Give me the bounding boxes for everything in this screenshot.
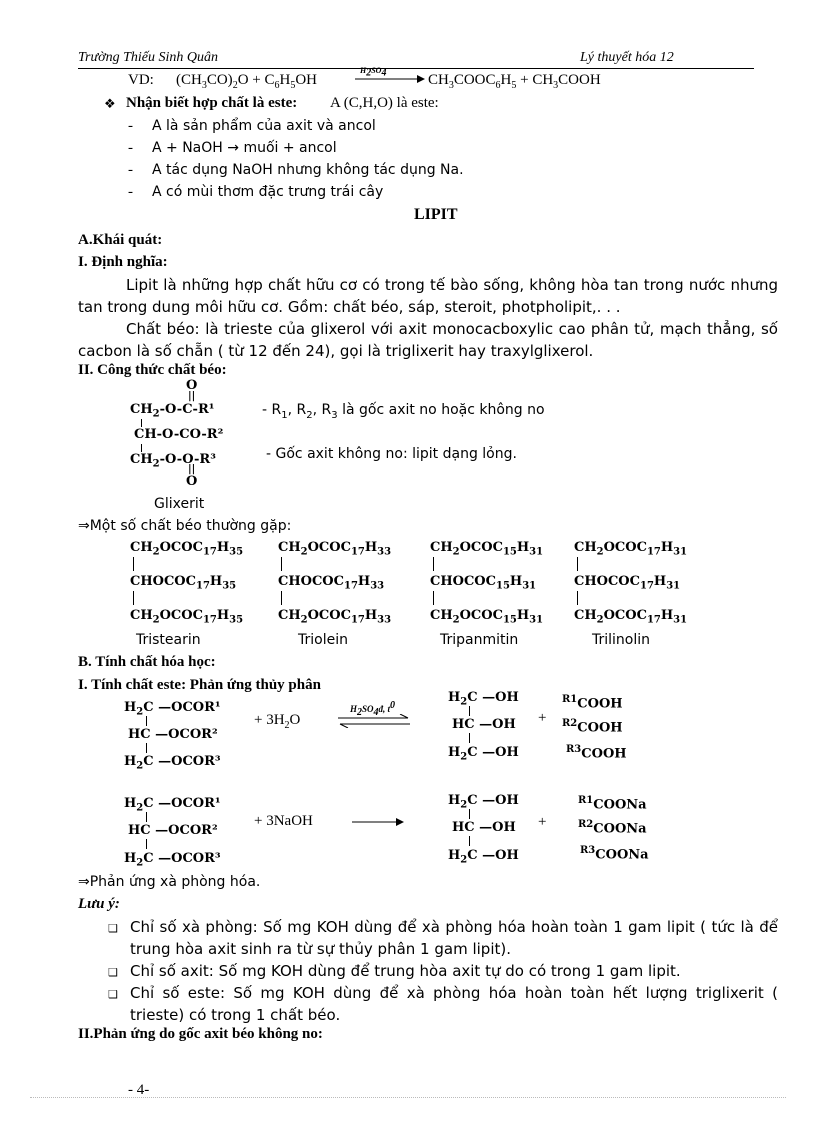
header-right: Lý thuyết hóa 12 <box>580 50 674 65</box>
list-item: A là sản phẩm của axit và ancol <box>152 118 376 134</box>
acid-product: $^{R2}$COOH <box>562 718 623 736</box>
example-label: VD: <box>128 72 154 88</box>
fat-formula-line: $CHOCOC_{17}H_{31}$ <box>574 574 681 592</box>
list-dash: - <box>128 118 133 134</box>
fat-name: Triolein <box>298 632 348 648</box>
fat-formula-line: $CHOCOC_{15}H_{31}$ <box>430 574 537 592</box>
acid-product: $^{R3}$COOH <box>566 744 627 762</box>
fat-name: Tristearin <box>136 632 201 648</box>
fat-formula-line: $CHOCOC_{17}H_{33}$ <box>278 574 385 592</box>
page-number: - 4- <box>128 1082 150 1098</box>
list-dash: - <box>128 184 133 200</box>
example-reactants: $(CH_3CO)_2O + C_6H_5OH$ <box>176 72 317 91</box>
page-title: LIPIT <box>414 206 458 223</box>
square-bullet-icon: ❑ <box>108 923 118 935</box>
section-a-heading: A.Khái quát: <box>78 232 163 248</box>
reagent-water: + $3H_2O$ <box>254 712 301 731</box>
fat-formula-line: $CH_2OCOC_{15}H_{31}$ <box>430 540 544 558</box>
fat-name: Tripanmitin <box>440 632 519 648</box>
fat-formula-line: $CH_2OCOC_{17}H_{31}$ <box>574 608 688 626</box>
header-left: Trường Thiếu Sinh Quân <box>78 50 218 65</box>
list-dash: - <box>128 140 133 156</box>
list-item: A có mùi thơm đặc trưng trái cây <box>152 184 384 200</box>
reagent-naoh: + 3NaOH <box>254 813 313 829</box>
nhan-biet-title: Nhận biết hợp chất là este: <box>126 95 298 111</box>
fat-formula-line: $CH_2OCOC_{17}H_{33}$ <box>278 540 392 558</box>
dinh-nghia-paragraph-1: Lipit là những hợp chất hữu cơ có trong tế bào sống, không hòa tan trong nước nhưng tan trong dung môi hữu cơ. Gồm: chất béo, sáp, steroit, photpholipit,. . . <box>78 276 778 316</box>
luu-y-item: Chỉ số xà phòng: Số mg KOH dùng để xà phòng hóa hoàn toàn 1 gam lipit ( tức là để trung hòa axit sinh ra từ sự thủy phân 1 gam lipit). <box>130 918 778 958</box>
example-catalyst: $H_2SO_4$ <box>360 66 387 79</box>
common-fats-heading: ⇒Một số chất béo thường gặp: <box>78 518 292 534</box>
luu-y-item: Chỉ số este: Số mg KOH dùng để xà phòng hóa hoàn toàn hết lượng triglixerit ( trieste) có trong 1 chất béo. <box>130 984 778 1024</box>
fat-formula-line: $CH_2OCOC_{15}H_{31}$ <box>430 608 544 626</box>
dinh-nghia-paragraph-2: Chất béo: là trieste của glixerol với axit monocacboxylic cao phân tử, mạch thẳng, số cacbon là số chẵn ( từ 12 đến 24), gọi là triglixerit hay traxylglixerol. <box>78 320 778 360</box>
header-rule <box>78 68 754 69</box>
luu-y-heading: Lưu ý: <box>78 896 120 912</box>
list-item: A tác dụng NaOH nhưng không tác dụng Na. <box>152 162 464 178</box>
diamond-bullet-icon: ❖ <box>104 96 116 111</box>
plus-sign: + <box>538 814 547 830</box>
equilibrium-arrow-icon <box>338 714 410 728</box>
thuy-phan-heading: I. Tính chất este: Phản ứng thủy phân <box>78 677 321 693</box>
salt-product: $^{R3}$COONa <box>580 845 649 863</box>
example-products: $CH_3COOC_6H_5$ + $CH_3COOH$ <box>428 72 601 91</box>
fat-name: Trilinolin <box>592 632 651 648</box>
list-item: A + NaOH → muối + ancol <box>152 140 337 156</box>
glixerit-label: Glixerit <box>154 496 205 512</box>
page-bottom-rule <box>30 1097 786 1098</box>
square-bullet-icon: ❑ <box>108 989 118 1001</box>
square-bullet-icon: ❑ <box>108 967 118 979</box>
reaction-arrow-icon <box>352 817 404 827</box>
example-arrow <box>355 74 425 84</box>
hydrolysis-condition: $H_2SO_4đ$, $t^0$ <box>350 700 396 718</box>
salt-product: $^{R2}$COONa <box>578 819 647 837</box>
cong-thuc-heading: II. Công thức chất béo: <box>78 362 227 378</box>
list-dash: - <box>128 162 133 178</box>
luu-y-item: Chỉ số axit: Số mg KOH dùng để trung hòa axit tự do có trong 1 gam lipit. <box>130 962 681 980</box>
fat-formula-line: $CH_2OCOC_{17}H_{35}$ <box>130 608 244 626</box>
formula-note-2: - Gốc axit không no: lipit dạng lỏng. <box>266 446 517 462</box>
formula-note-1: - $R_1$, $R_2$, $R_3$ là gốc axit no hoặc không no <box>262 402 545 421</box>
salt-product: $^{R1}$COONa <box>578 795 647 813</box>
saponification-note: ⇒Phản ứng xà phòng hóa. <box>78 874 261 890</box>
plus-sign: + <box>538 710 547 726</box>
section-ii-heading: II.Phản ứng do gốc axit béo không no: <box>78 1026 323 1042</box>
fat-formula-line: $CHOCOC_{17}H_{35}$ <box>130 574 237 592</box>
fat-formula-line: $CH_2OCOC_{17}H_{31}$ <box>574 540 688 558</box>
fat-formula-line: $CH_2OCOC_{17}H_{35}$ <box>130 540 244 558</box>
section-b-heading: B. Tính chất hóa học: <box>78 654 216 670</box>
fat-formula-line: $CH_2OCOC_{17}H_{33}$ <box>278 608 392 626</box>
nhan-biet-intro: A (C,H,O) là este: <box>330 95 439 111</box>
dinh-nghia-heading: I. Định nghĩa: <box>78 254 168 270</box>
acid-product: $^{R1}$COOH <box>562 694 623 712</box>
